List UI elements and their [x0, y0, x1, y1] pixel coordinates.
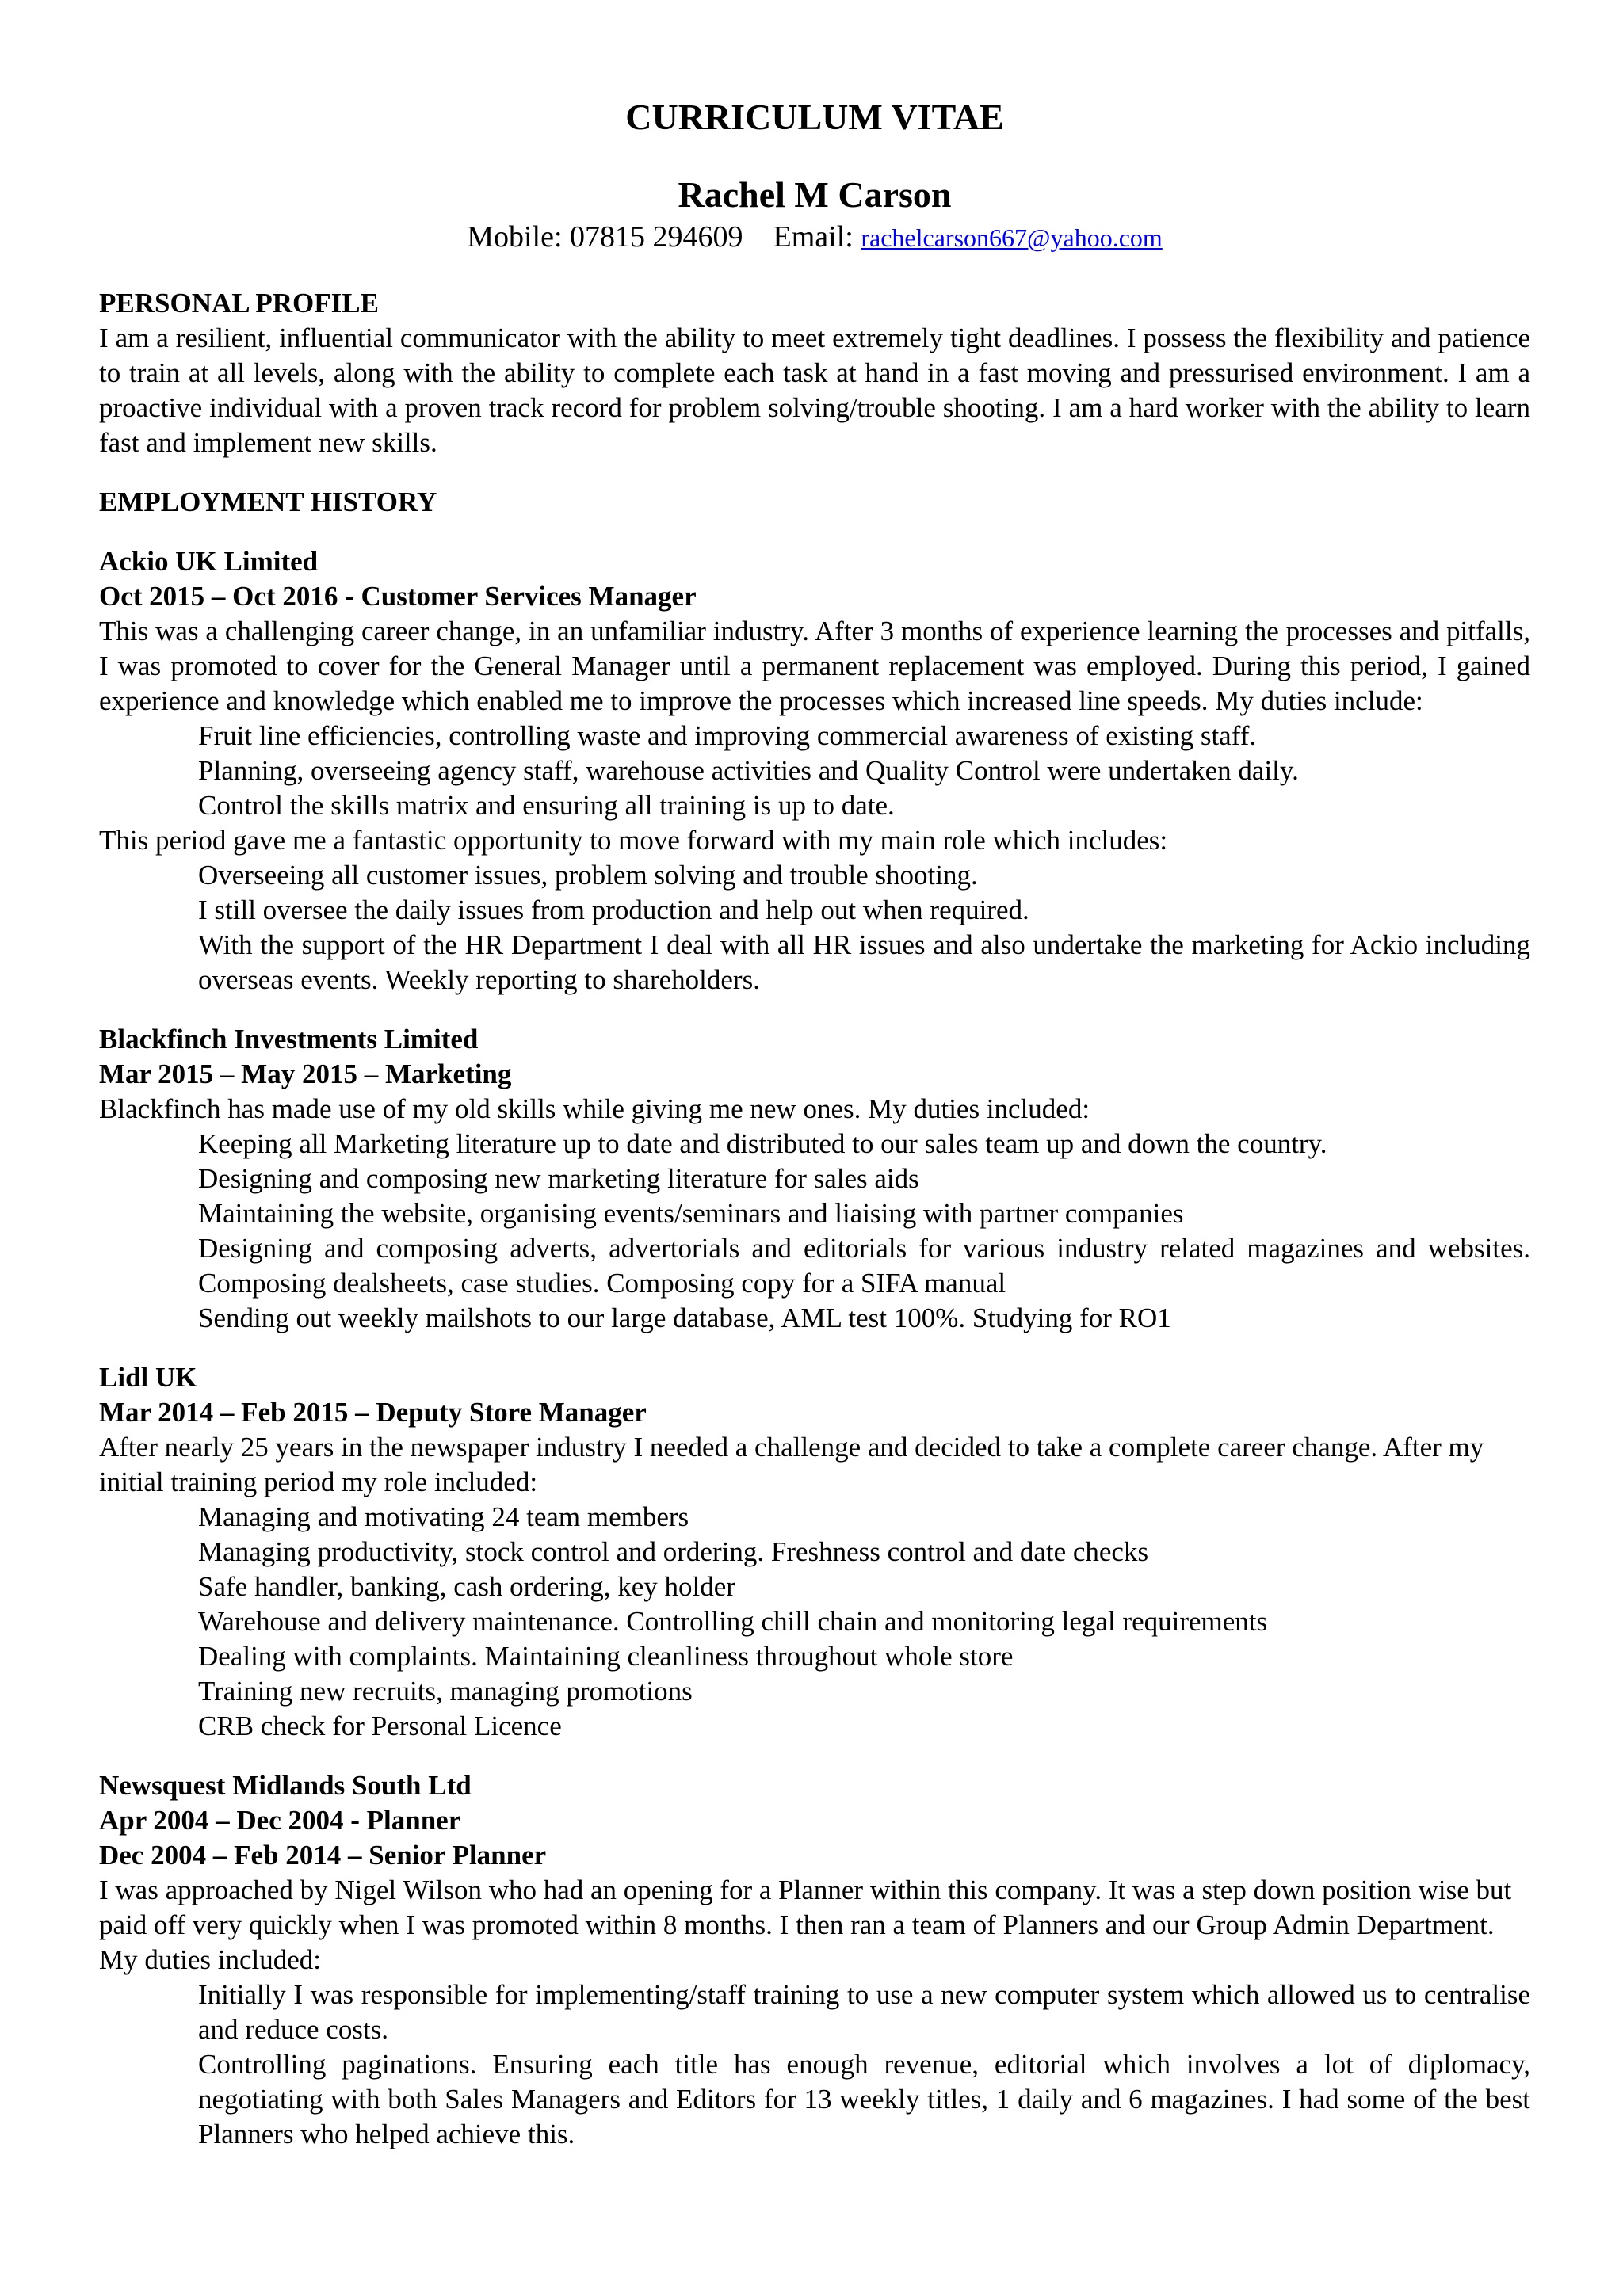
- duty-item: Managing productivity, stock control and ordering. Freshness control and date checks: [198, 1536, 1149, 1567]
- duty-item: Dealing with complaints. Maintaining cleanliness throughout whole store: [198, 1641, 1014, 1672]
- company-name: Ackio UK Limited: [99, 546, 319, 577]
- company-name: Lidl UK: [99, 1362, 197, 1393]
- job-entry-newsquest: [99, 1768, 1530, 2152]
- duty-item: Initially I was responsible for implementing/staff training to use a new computer system which allowed us to centralise and reduce costs.: [198, 1979, 1530, 2045]
- employment-history-heading: EMPLOYMENT HISTORY: [99, 486, 437, 517]
- company-name: Blackfinch Investments Limited: [99, 1024, 479, 1055]
- duties-list: [99, 1978, 1530, 2152]
- duty-item: CRB check for Personal Licence: [198, 1711, 562, 1741]
- duty-item: Control the skills matrix and ensuring all training is up to date.: [198, 790, 895, 821]
- duty-item: Sending out weekly mailshots to our large database, AML test 100%. Studying for RO1: [198, 1302, 1171, 1333]
- personal-profile-text: I am a resilient, influential communicator with the ability to meet extremely tight deadlines. I possess the flexibility and patience to train at all levels, along with the ability to complete each task at hand in a fast moving and pressurised environment. I am a proactive individual with a proven track record for problem solving/trouble shooting. I am a hard worker with the ability to learn fast and implement new skills.: [99, 322, 1530, 458]
- email-link[interactable]: rachelcarson667@yahoo.com: [861, 223, 1163, 252]
- duties-list: [99, 1127, 1530, 1336]
- job-role: Mar 2015 – May 2015 – Marketing: [99, 1058, 512, 1089]
- duties-list-secondary: [99, 858, 1530, 997]
- duty-item: Designing and composing adverts, advertorials and editorials for various industry related magazines and websites. Composing dealsheets, case studies. Composing copy for a SIFA manual: [198, 1233, 1530, 1299]
- job-role: Mar 2014 – Feb 2015 – Deputy Store Manager: [99, 1397, 647, 1428]
- document-title: CURRICULUM VITAE: [625, 97, 1004, 137]
- job-role: Dec 2004 – Feb 2014 – Senior Planner: [99, 1840, 547, 1871]
- duty-item: Safe handler, banking, cash ordering, key holder: [198, 1571, 735, 1602]
- duty-item: Keeping all Marketing literature up to date and distributed to our sales team up and down the country.: [198, 1128, 1327, 1159]
- duty-item: I still oversee the daily issues from production and help out when required.: [198, 894, 1029, 925]
- company-name: Newsquest Midlands South Ltd: [99, 1770, 472, 1801]
- mobile-number: 07815 294609: [570, 220, 743, 254]
- duty-item: Controlling paginations. Ensuring each title has enough revenue, editorial which involves a lot of diplomacy, negotiating with both Sales Managers and Editors for 13 weekly titles, 1 daily and 6 magazines. I had some of the best Planners who helped achieve this.: [198, 2049, 1530, 2149]
- job-entry-ackio: [99, 544, 1530, 997]
- duty-item: Designing and composing new marketing literature for sales aids: [198, 1163, 919, 1194]
- duty-item: Managing and motivating 24 team members: [198, 1501, 689, 1532]
- duty-item: Warehouse and delivery maintenance. Controlling chill chain and monitoring legal requirements: [198, 1606, 1268, 1637]
- duty-item: Overseeing all customer issues, problem solving and trouble shooting.: [198, 860, 978, 891]
- duty-item: With the support of the HR Department I deal with all HR issues and also undertake the marketing for Ackio including overseas events. Weekly reporting to shareholders.: [198, 929, 1530, 995]
- email-label: Email:: [773, 220, 854, 254]
- personal-profile-heading: PERSONAL PROFILE: [99, 288, 379, 318]
- duties-list: [99, 1500, 1530, 1744]
- job-intro-secondary: This period gave me a fantastic opportunity to move forward with my main role which includes:: [99, 825, 1168, 856]
- job-entry-blackfinch: [99, 1022, 1530, 1336]
- duty-item: Maintaining the website, organising events/seminars and liaising with partner companies: [198, 1198, 1184, 1229]
- job-intro: I was approached by Nigel Wilson who had an opening for a Planner within this company. It was a step down position wise but paid off very quickly when I was promoted within 8 months. I then ran a team of Planners and our Group Admin Department. My duties included:: [99, 1875, 1512, 1975]
- contact-line: [99, 219, 1530, 256]
- candidate-name: Rachel M Carson: [678, 174, 952, 215]
- cv-page: [99, 93, 1530, 2152]
- job-entry-lidl: [99, 1360, 1530, 1744]
- job-intro: Blackfinch has made use of my old skills while giving me new ones. My duties included:: [99, 1093, 1090, 1124]
- job-intro: After nearly 25 years in the newspaper industry I needed a challenge and decided to take a complete career change. After my initial training period my role included:: [99, 1432, 1484, 1497]
- job-intro: This was a challenging career change, in an unfamiliar industry. After 3 months of experience learning the processes and pitfalls, I was promoted to cover for the General Manager until a permanent replacement was employed. During this period, I gained experience and knowledge which enabled me to improve the processes which increased line speeds. My duties include:: [99, 616, 1530, 716]
- duty-item: Training new recruits, managing promotions: [198, 1676, 693, 1707]
- job-role: Apr 2004 – Dec 2004 - Planner: [99, 1805, 461, 1836]
- mobile-label: Mobile:: [467, 220, 563, 254]
- duty-item: Fruit line efficiencies, controlling waste and improving commercial awareness of existing staff.: [198, 720, 1257, 751]
- job-role: Oct 2015 – Oct 2016 - Customer Services Manager: [99, 581, 697, 612]
- duties-list: [99, 719, 1530, 823]
- duty-item: Planning, overseeing agency staff, warehouse activities and Quality Control were undertaken daily.: [198, 755, 1299, 786]
